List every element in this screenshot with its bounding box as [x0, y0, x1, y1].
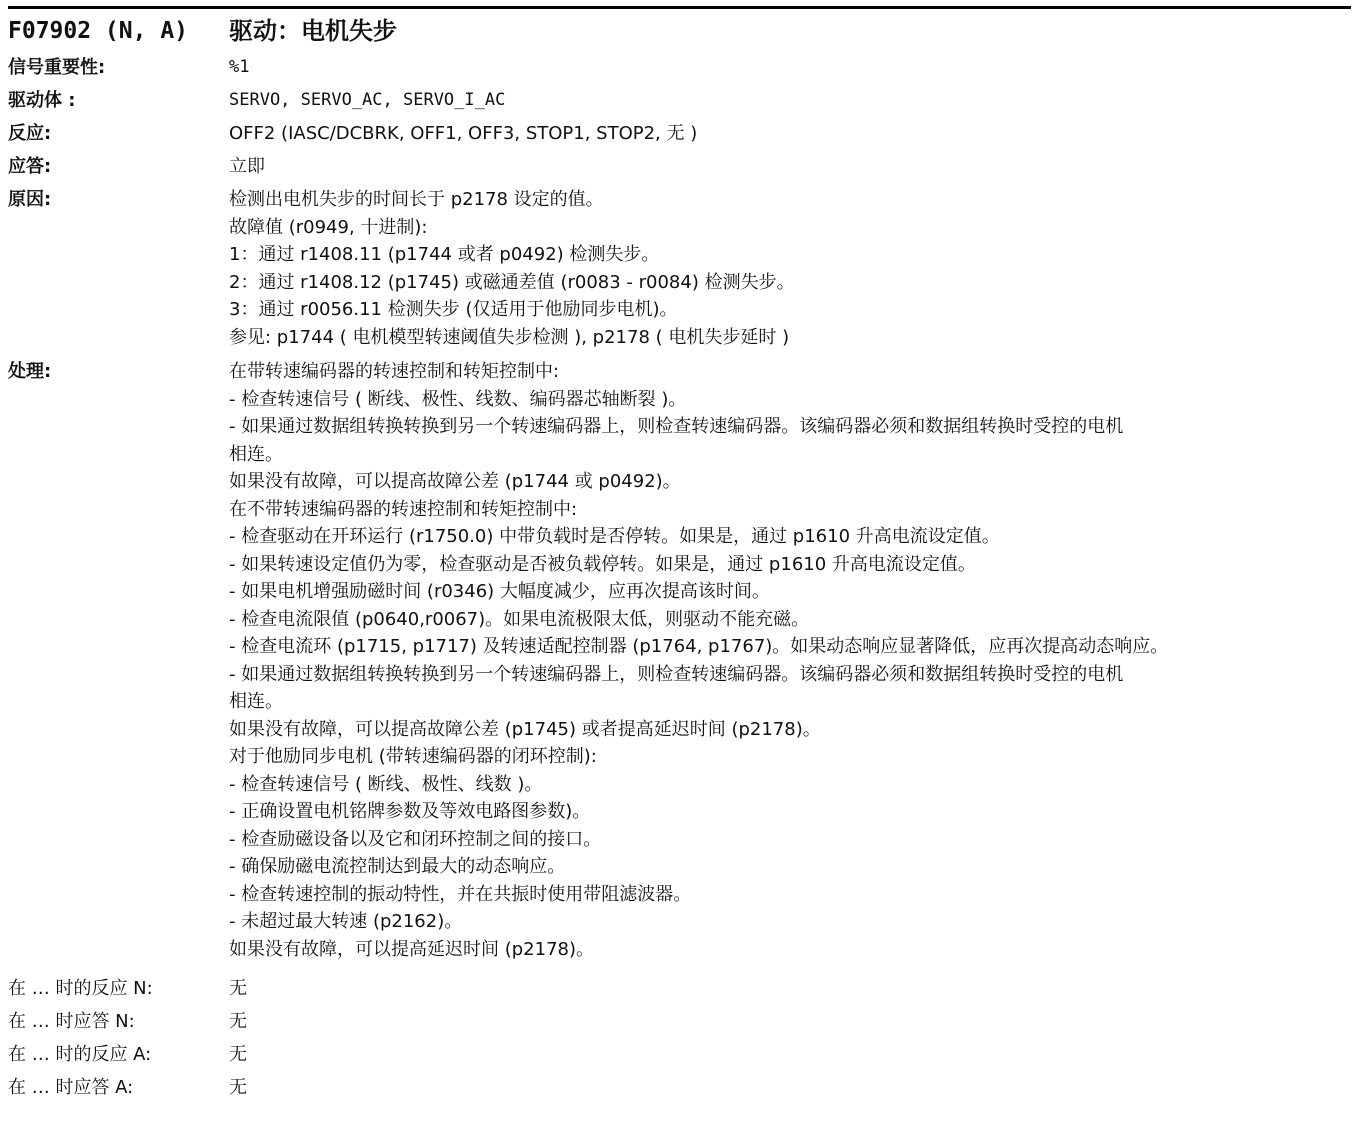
- ack-a-value: 无: [229, 1077, 247, 1098]
- fault-code: F07902 (N, A): [8, 18, 189, 44]
- ack-n-label: 在 … 时应答 N:: [8, 1011, 135, 1032]
- drive-object-value: SERVO, SERVO_AC, SERVO_I_AC: [229, 90, 506, 110]
- fault-title: 驱动：电机失步: [229, 17, 397, 45]
- cause-text: [229, 186, 1351, 351]
- remedy-line: 相连。: [229, 691, 283, 712]
- cause-line: 参见: p1744 ( 电机模型转速阈值失步检测 ), p2178 ( 电机失步延时 ): [229, 326, 790, 348]
- remedy-line: - 检查转速信号 ( 断线、极性、线数、编码器芯轴断裂 )。: [229, 388, 687, 410]
- reaction-value: OFF2 (IASC/DCBRK, OFF1, OFF3, STOP1, STOP2, 无 ): [229, 123, 698, 144]
- cause-line: 故障值 (r0949, 十进制):: [229, 216, 428, 238]
- remedy-line: - 检查励磁设备以及它和闭环控制之间的接口。: [229, 828, 602, 850]
- remedy-line: - 确保励磁电流控制达到最大的动态响应。: [229, 856, 566, 877]
- acknowledge-value: 立即: [229, 156, 265, 177]
- remedy-line: - 检查电流限值 (p0640,r0067)。如果电流极限太低，则驱动不能充磁。: [229, 608, 810, 630]
- ack-a-label: 在 … 时应答 A:: [8, 1077, 134, 1098]
- cause-line: 1：通过 r1408.11 (p1744 或者 p0492) 检测失步。: [229, 244, 660, 265]
- remedy-line: - 检查转速信号 ( 断线、极性、线数 )。: [229, 773, 543, 795]
- remedy-line: 对于他励同步电机 (带转速编码器的闭环控制):: [229, 746, 597, 767]
- signal-importance-value: %1: [229, 57, 250, 77]
- remedy-line: - 检查驱动在开环运行 (r1750.0) 中带负载时是否停转。如果是，通过 p1610 升高电流设定值。: [229, 526, 1000, 547]
- reaction-n-label: 在 … 时的反应 N:: [8, 978, 153, 999]
- remedy-line: - 检查电流环 (p1715, p1717) 及转速适配控制器 (p1764, p1767)。如果动态响应显著降低，应再次提高动态响应。: [229, 636, 1169, 657]
- remedy-line: 在不带转速编码器的转速控制和转矩控制中:: [229, 498, 578, 520]
- cause-label: 原因:: [8, 189, 52, 210]
- reaction-a-value: 无: [229, 1044, 247, 1065]
- remedy-line: 在带转速编码器的转速控制和转矩控制中:: [229, 361, 560, 382]
- remedy-line: 如果没有故障，可以提高故障公差 (p1744 或 p0492)。: [229, 471, 681, 492]
- fault-header: [8, 14, 1348, 48]
- reaction-n-value: 无: [229, 978, 247, 999]
- remedy-label: 处理:: [8, 361, 52, 382]
- top-rule: [8, 6, 1351, 9]
- signal-importance-label: 信号重要性:: [8, 57, 106, 78]
- remedy-line: 如果没有故障，可以提高故障公差 (p1745) 或者提高延迟时间 (p2178)。: [229, 718, 821, 740]
- remedy-line: - 如果电机增强励磁时间 (r0346) 大幅度减少，应再次提高该时间。: [229, 581, 770, 602]
- remedy-line: - 检查转速控制的振动特性，并在共振时使用带阻滤波器。: [229, 883, 692, 905]
- remedy-line: - 正确设置电机铭牌参数及等效电路图参数)。: [229, 801, 591, 822]
- reaction-label: 反应:: [8, 123, 52, 144]
- reaction-a-label: 在 … 时的反应 A:: [8, 1044, 152, 1065]
- remedy-line: 相连。: [229, 443, 283, 465]
- cause-line: 3：通过 r0056.11 检测失步 (仅适用于他励同步电机)。: [229, 299, 678, 320]
- remedy-line: - 如果通过数据组转换转换到另一个转速编码器上，则检查转速编码器。该编码器必须和数据组转换时受控的电机: [229, 416, 1124, 437]
- cause-line: 2：通过 r1408.12 (p1745) 或磁通差值 (r0083 - r0084) 检测失步。: [229, 271, 795, 293]
- remedy-line: 如果没有故障，可以提高延迟时间 (p2178)。: [229, 938, 594, 960]
- ack-n-value: 无: [229, 1011, 247, 1032]
- acknowledge-label: 应答:: [8, 156, 52, 177]
- remedy-line: - 如果转速设定值仍为零，检查驱动是否被负载停转。如果是，通过 p1610 升高电流设定值。: [229, 553, 976, 575]
- drive-object-label: 驱动体 :: [8, 90, 76, 111]
- remedy-line: - 未超过最大转速 (p2162)。: [229, 911, 463, 932]
- remedy-text: [229, 358, 1351, 963]
- cause-line: 检测出电机失步的时间长于 p2178 设定的值。: [229, 189, 604, 210]
- remedy-line: - 如果通过数据组转换转换到另一个转速编码器上，则检查转速编码器。该编码器必须和数据组转换时受控的电机: [229, 663, 1124, 685]
